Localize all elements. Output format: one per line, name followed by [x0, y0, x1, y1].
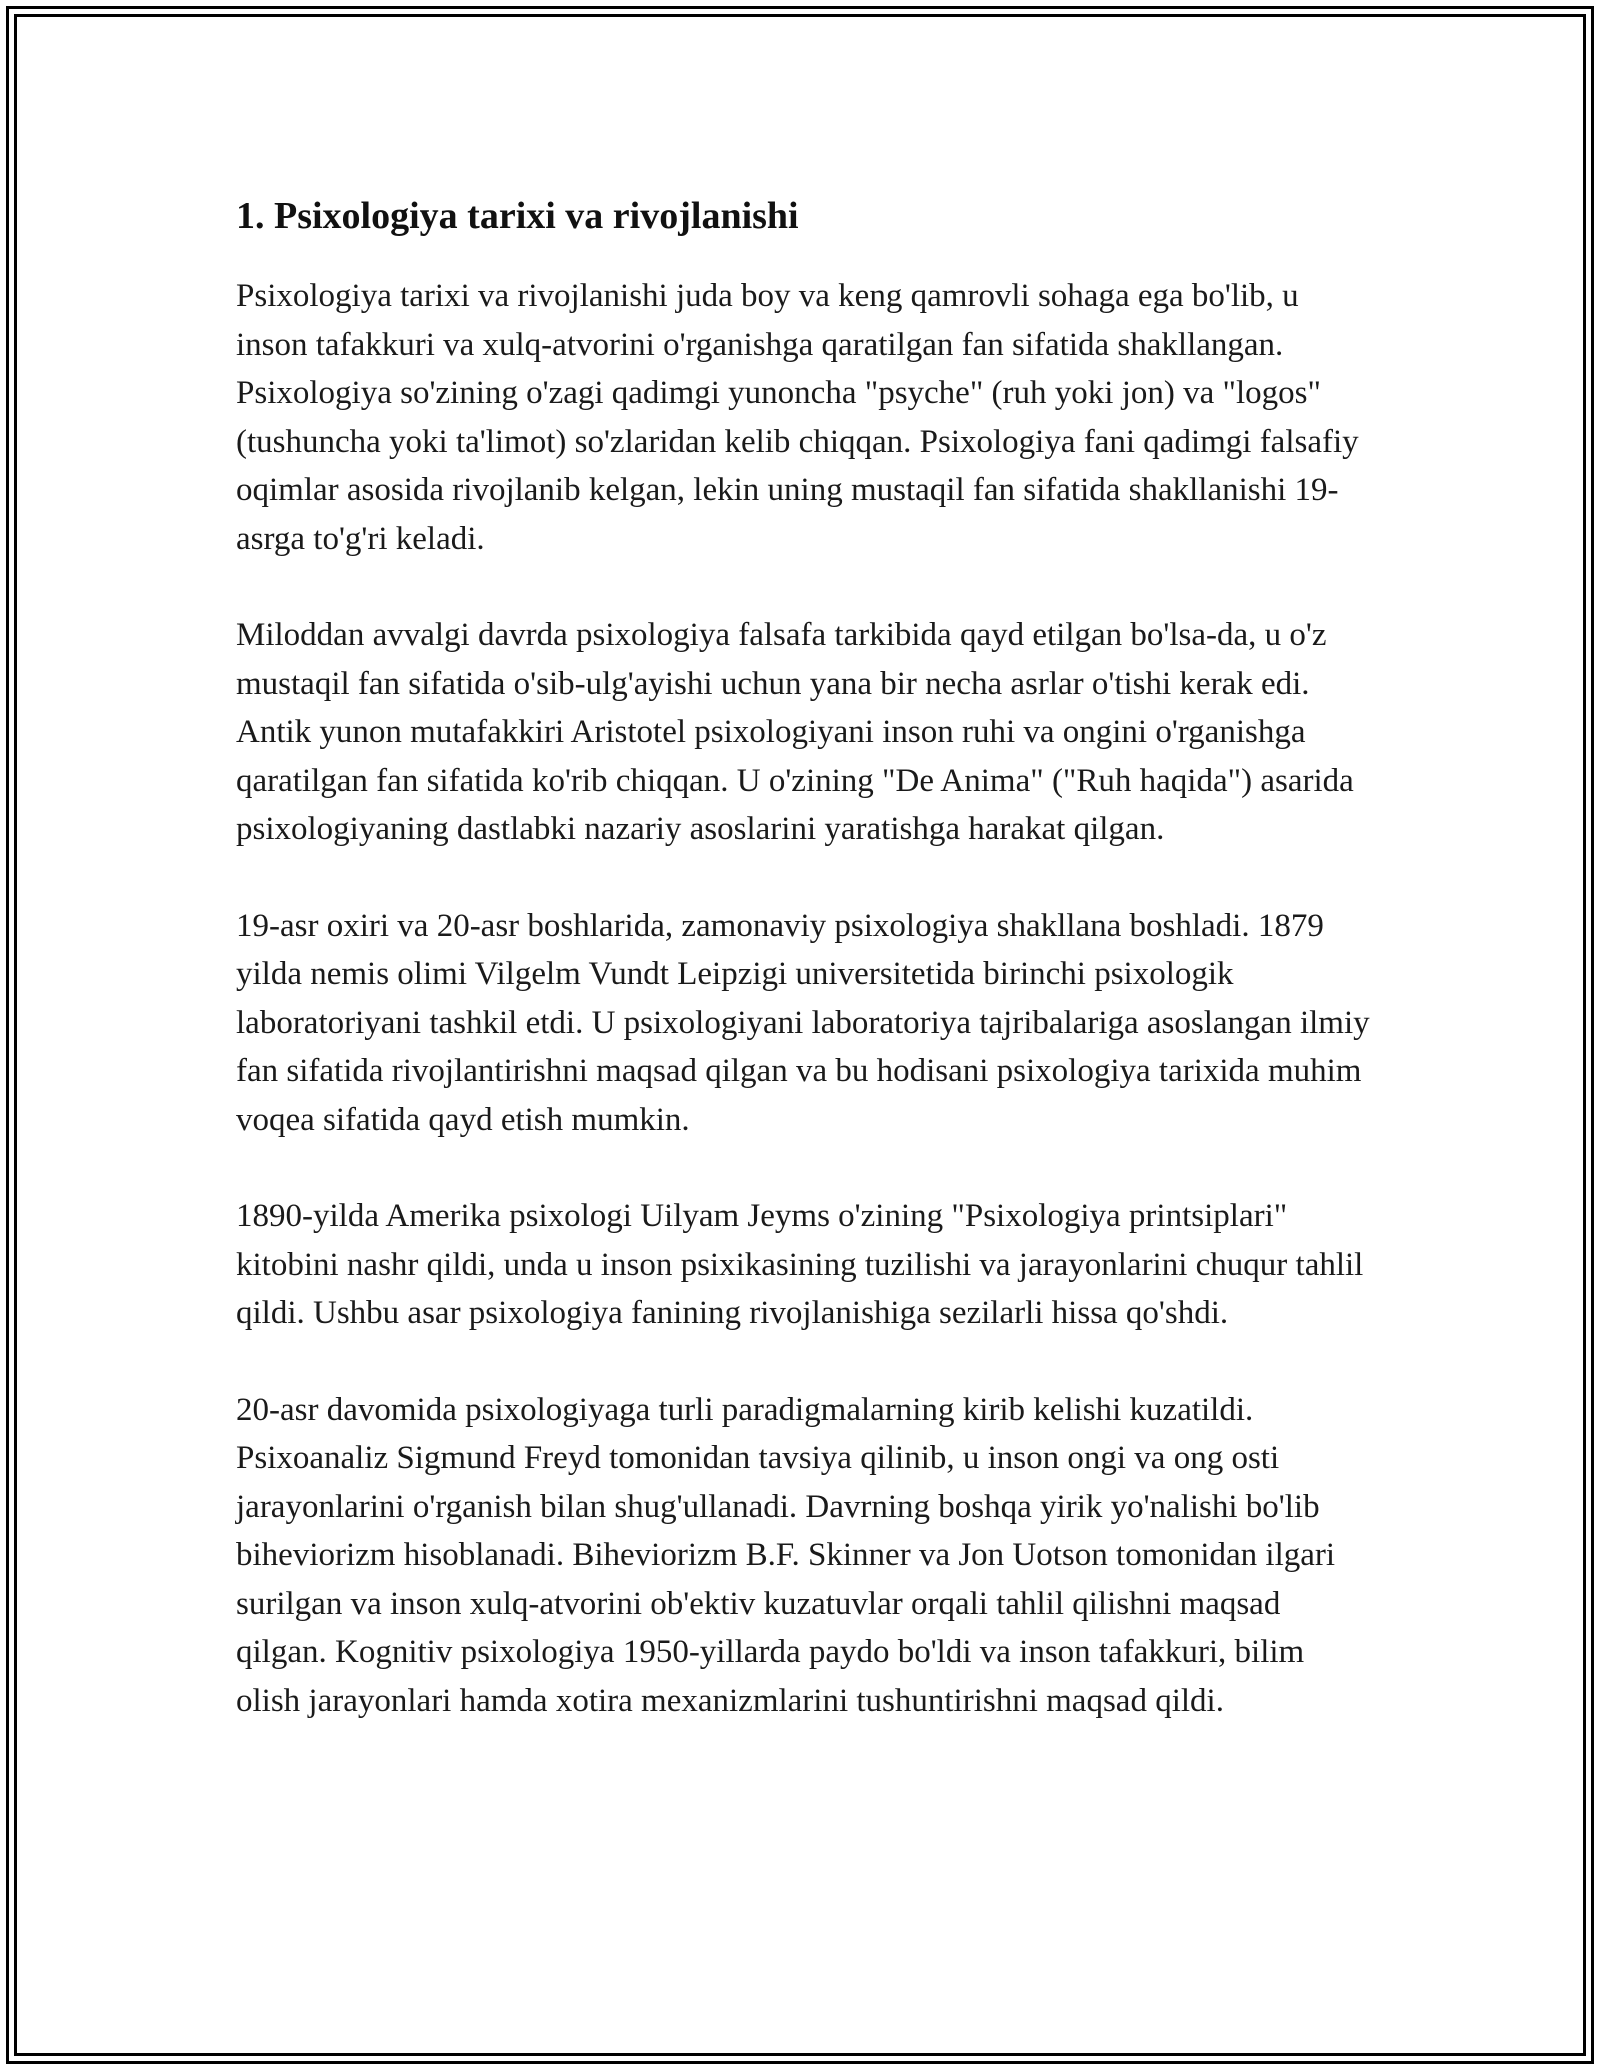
- paragraph-2: Miloddan avvalgi davrda psixologiya falsafa tarkibida qayd etilgan bo'lsa-da, u o'z mustaqil fan sifatida o'sib-ulg'ayishi uchun yana bir necha asrlar o'tishi kerak edi. Antik yunon mutafakkiri Aristotel psixologiyani inson ruhi va ongini o'rganishga qaratilgan fan sifatida ko'rib chiqqan. U o'zining "De Anima" ("Ruh haqida") asarida psixologiyaning dastlabki nazariy asoslarini yaratishga harakat qilgan.: [236, 617, 1354, 847]
- section-heading: 1. Psixologiya tarixi va rivojlanishi: [236, 195, 799, 237]
- paragraph-1: Psixologiya tarixi va rivojlanishi juda boy va keng qamrovli sohaga ega bo'lib, u inson tafakkuri va xulq-atvorini o'rganishga qaratilgan fan sifatida shakllangan. Psixologiya so'zining o'zagi qadimgi yunoncha "psyche" (ruh yoki jon) va "logos" (tushuncha yoki ta'limot) so'zlaridan kelib chiqqan. Psixologiya fani qadimgi falsafiy oqimlar asosida rivojlanib kelgan, lekin uning mustaqil fan sifatida shakllanishi 19-asrga to'g'ri keladi.: [236, 278, 1359, 557]
- document-body: [236, 188, 1376, 1773]
- paragraph-4: 1890-yilda Amerika psixologi Uilyam Jeyms o'zining "Psixologiya printsiplari" kitobini nashr qildi, unda u inson psixikasining tuzilishi va jarayonlarini chuqur tahlil qildi. Ushbu asar psixologiya fanining rivojlanishiga sezilarli hissa qo'shdi.: [236, 1198, 1364, 1331]
- paragraph-5: 20-asr davomida psixologiyaga turli paradigmalarning kirib kelishi kuzatildi. Psixoanaliz Sigmund Freyd tomonidan tavsiya qilinib, u inson ongi va ong osti jarayonlarini o'rganish bilan shug'ullanadi. Davrning boshqa yirik yo'nalishi bo'lib biheviorizm hisoblanadi. Biheviorizm B.F. Skinner va Jon Uotson tomonidan ilgari surilgan va inson xulq-atvorini ob'ektiv kuzatuvlar orqali tahlil qilishni maqsad qilgan. Kognitiv psixologiya 1950-yillarda paydo bo'ldi va inson tafakkuri, bilim olish jarayonlari hamda xotira mexanizmlarini tushuntirishni maqsad qildi.: [236, 1391, 1336, 1719]
- paragraph-3: 19-asr oxiri va 20-asr boshlarida, zamonaviy psixologiya shakllana boshladi. 1879 yilda nemis olimi Vilgelm Vundt Leipzigi universitetida birinchi psixologik laboratoriyani tashkil etdi. U psixologiyani laboratoriya tajribalariga asoslangan ilmiy fan sifatida rivojlantirishni maqsad qilgan va bu hodisani psixologiya tarixida muhim voqea sifatida qayd etish mumkin.: [236, 907, 1370, 1138]
